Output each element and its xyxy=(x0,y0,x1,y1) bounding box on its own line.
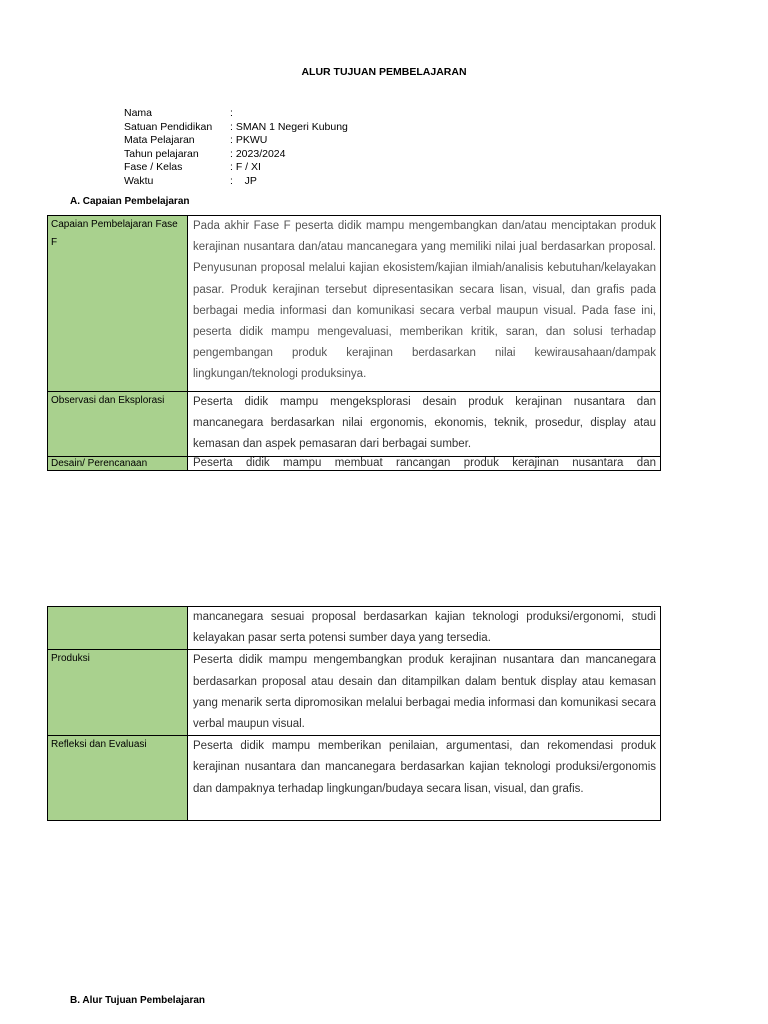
identity-label: Satuan Pendidikan xyxy=(124,120,213,133)
row-label: Observasi dan Eksplorasi xyxy=(48,392,188,457)
row-text: mancanegara sesuai proposal berdasarkan kajian teknologi produksi/ergonomi, studi kelayakan pasar serta potensi sumber daya yang tersedia. xyxy=(188,607,661,650)
table-row xyxy=(48,736,661,821)
row-text: Peserta didik mampu membuat rancangan produk kerajinan nusantara dan xyxy=(188,456,661,470)
section-heading-b: B. Alur Tujuan Pembelajaran xyxy=(70,995,206,1006)
row-label: Refleksi dan Evaluasi xyxy=(48,736,188,821)
row-text: Peserta didik mampu mengembangkan produk kerajinan nusantara dan mancanegara berdasarkan proposal atau desain dan ditampilkan dalam bentuk display atau kemasan yang menarik serta dipromosikan melalui berbagai media informasi dan komunikasi secara verbal maupun visual. xyxy=(188,650,661,736)
identity-row-tahun xyxy=(124,148,348,162)
section-heading-a: A. Capaian Pembelajaran xyxy=(70,196,190,207)
identity-value: : xyxy=(230,107,233,119)
identity-row-mapel xyxy=(124,134,348,148)
identity-label: Waktu xyxy=(124,174,154,187)
row-text: Pada akhir Fase F peserta didik mampu mengembangkan dan/atau menciptakan produk kerajinan nusantara dan/atau mancanegara yang memiliki nilai jual berdasarkan proposal. Penyusunan proposal melalui kajian ekosistem/kajian ilmiah/analisis kebutuhan/kelayakan pasar. Produk kerajinan tersebut dipresentasikan secara lisan, visual, dan grafis pada berbagai media informasi dan komunikasi secara verbal maupun visual. Pada fase ini, peserta didik mampu mengevaluasi, memberikan kritik, saran, dan solusi terhadap pengembangan produk kerajinan berdasarkan nilai kewirausahaan/dampak lingkungan/teknologi produksinya. xyxy=(188,216,661,392)
row-text: Peserta didik mampu memberikan penilaian, argumentasi, dan rekomendasi produk kerajinan nusantara dan mancanegara berdasarkan kajian teknologi produksi/ergonomis dan dampaknya terhadap lingkungan/budaya secara lisan, visual, dan grafis. xyxy=(188,736,661,821)
identity-value: : F / XI xyxy=(230,161,261,173)
table-row xyxy=(48,216,661,392)
row-text: Peserta didik mampu mengeksplorasi desain produk kerajinan nusantara dan mancanegara berdasarkan nilai ergonomis, ekonomis, teknik, prosedur, display atau kemasan dan aspek pemasaran dari berbagai sumber. xyxy=(188,392,661,457)
table-row xyxy=(48,650,661,736)
capaian-table xyxy=(47,215,661,471)
identity-block xyxy=(124,107,348,188)
row-label: Capaian Pembelajaran Fase F xyxy=(48,216,188,392)
identity-row-waktu xyxy=(124,175,348,189)
table-row xyxy=(48,607,661,650)
row-label xyxy=(48,607,188,650)
capaian-table-continued xyxy=(47,606,661,821)
identity-label: Tahun pelajaran xyxy=(124,147,199,160)
identity-value: : SMAN 1 Negeri Kubung xyxy=(230,120,348,133)
identity-value: : 2023/2024 xyxy=(230,147,286,160)
identity-row-nama xyxy=(124,107,348,121)
identity-row-fase xyxy=(124,161,348,175)
identity-label: Mata Pelajaran xyxy=(124,134,195,146)
table-row xyxy=(48,392,661,457)
identity-value: : JP xyxy=(230,174,257,187)
document-title: ALUR TUJUAN PEMBELAJARAN xyxy=(301,66,467,78)
row-label: Desain/ Perencanaan xyxy=(48,456,188,470)
identity-label: Fase / Kelas xyxy=(124,161,183,173)
table-row xyxy=(48,456,661,470)
identity-value: : PKWU xyxy=(230,134,268,146)
row-label: Produksi xyxy=(48,650,188,736)
identity-label: Nama xyxy=(124,107,153,119)
identity-row-satuan xyxy=(124,121,348,135)
